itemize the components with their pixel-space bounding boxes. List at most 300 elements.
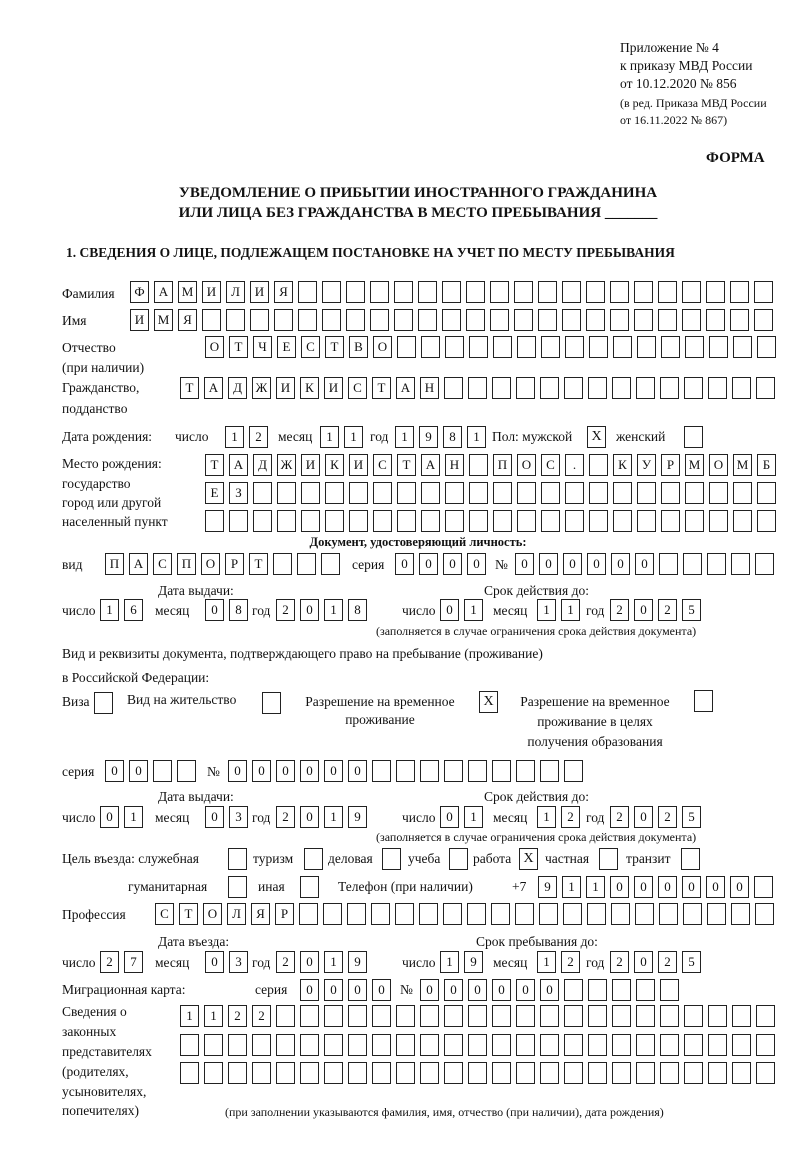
char-box[interactable]: Т <box>249 553 268 575</box>
id-number-field[interactable] <box>515 553 774 575</box>
char-box[interactable]: И <box>349 454 368 476</box>
char-box[interactable]: 0 <box>610 876 629 898</box>
char-box[interactable] <box>757 482 776 504</box>
char-box[interactable] <box>372 760 391 782</box>
char-box[interactable] <box>492 760 511 782</box>
char-box[interactable] <box>276 1034 295 1056</box>
char-box[interactable]: 1 <box>320 426 339 448</box>
char-box[interactable] <box>445 510 464 532</box>
char-box[interactable] <box>396 1005 415 1027</box>
char-box[interactable] <box>229 510 248 532</box>
char-box[interactable]: И <box>301 454 320 476</box>
char-box[interactable]: Ф <box>130 281 149 303</box>
char-box[interactable] <box>346 309 365 331</box>
char-box[interactable] <box>538 281 557 303</box>
char-box[interactable]: 1 <box>124 806 143 828</box>
char-box[interactable] <box>757 510 776 532</box>
char-box[interactable]: 2 <box>100 951 119 973</box>
char-box[interactable]: 1 <box>204 1005 223 1027</box>
char-box[interactable] <box>397 482 416 504</box>
char-box[interactable]: 1 <box>464 806 483 828</box>
char-box[interactable] <box>708 1062 727 1084</box>
char-box[interactable] <box>467 903 486 925</box>
char-box[interactable]: 0 <box>634 599 653 621</box>
char-box[interactable]: Т <box>205 454 224 476</box>
char-box[interactable] <box>636 979 655 1001</box>
stay-issue-year[interactable] <box>276 806 367 828</box>
citizenship-field[interactable] <box>180 377 775 399</box>
char-box[interactable] <box>325 482 344 504</box>
purpose-work-checkbox[interactable]: X <box>519 848 538 870</box>
char-box[interactable]: И <box>324 377 343 399</box>
char-box[interactable]: 2 <box>658 951 677 973</box>
char-box[interactable]: 0 <box>634 951 653 973</box>
name-field[interactable] <box>130 309 773 331</box>
char-box[interactable] <box>228 1062 247 1084</box>
char-box[interactable] <box>493 336 512 358</box>
char-box[interactable] <box>539 903 558 925</box>
char-box[interactable]: Л <box>227 903 246 925</box>
char-box[interactable] <box>444 1034 463 1056</box>
char-box[interactable] <box>684 377 703 399</box>
char-box[interactable] <box>731 903 750 925</box>
char-box[interactable] <box>589 510 608 532</box>
char-box[interactable]: А <box>229 454 248 476</box>
char-box[interactable] <box>637 336 656 358</box>
char-box[interactable] <box>445 336 464 358</box>
surname-field[interactable] <box>130 281 773 303</box>
char-box[interactable] <box>324 1005 343 1027</box>
id-valid-year[interactable] <box>610 599 701 621</box>
char-box[interactable]: 2 <box>658 806 677 828</box>
char-box[interactable]: 0 <box>419 553 438 575</box>
char-box[interactable] <box>612 1005 631 1027</box>
char-box[interactable]: 0 <box>324 979 343 1001</box>
char-box[interactable]: О <box>373 336 392 358</box>
char-box[interactable] <box>421 510 440 532</box>
char-box[interactable] <box>298 309 317 331</box>
char-box[interactable]: 0 <box>634 876 653 898</box>
char-box[interactable]: С <box>301 336 320 358</box>
char-box[interactable]: Я <box>251 903 270 925</box>
mc-series-field[interactable] <box>300 979 391 1001</box>
char-box[interactable] <box>515 903 534 925</box>
char-box[interactable] <box>683 903 702 925</box>
char-box[interactable] <box>636 377 655 399</box>
char-box[interactable] <box>493 482 512 504</box>
char-box[interactable] <box>418 281 437 303</box>
char-box[interactable] <box>637 510 656 532</box>
char-box[interactable]: Н <box>420 377 439 399</box>
char-box[interactable] <box>276 1062 295 1084</box>
char-box[interactable] <box>492 377 511 399</box>
char-box[interactable]: 0 <box>372 979 391 1001</box>
char-box[interactable] <box>469 336 488 358</box>
char-box[interactable]: 0 <box>539 553 558 575</box>
char-box[interactable] <box>297 553 316 575</box>
char-box[interactable] <box>490 281 509 303</box>
birth-month-field[interactable] <box>320 426 363 448</box>
char-box[interactable]: 2 <box>561 951 580 973</box>
sex-male-checkbox[interactable]: X <box>587 426 606 448</box>
char-box[interactable]: А <box>154 281 173 303</box>
char-box[interactable]: 1 <box>344 426 363 448</box>
char-box[interactable] <box>636 1034 655 1056</box>
char-box[interactable] <box>636 1005 655 1027</box>
char-box[interactable]: 2 <box>610 951 629 973</box>
char-box[interactable]: 0 <box>252 760 271 782</box>
char-box[interactable] <box>541 336 560 358</box>
char-box[interactable]: 1 <box>537 806 556 828</box>
char-box[interactable] <box>612 1062 631 1084</box>
char-box[interactable] <box>442 281 461 303</box>
stay-valid-month[interactable] <box>537 806 580 828</box>
char-box[interactable]: П <box>177 553 196 575</box>
char-box[interactable] <box>300 1062 319 1084</box>
char-box[interactable] <box>683 553 702 575</box>
char-box[interactable] <box>370 281 389 303</box>
char-box[interactable]: 1 <box>225 426 244 448</box>
char-box[interactable] <box>491 903 510 925</box>
patronymic-field[interactable] <box>205 336 776 358</box>
char-box[interactable]: М <box>685 454 704 476</box>
char-box[interactable]: 0 <box>635 553 654 575</box>
char-box[interactable]: 2 <box>228 1005 247 1027</box>
char-box[interactable] <box>611 903 630 925</box>
char-box[interactable] <box>514 309 533 331</box>
char-box[interactable] <box>754 281 773 303</box>
char-box[interactable] <box>660 1062 679 1084</box>
char-box[interactable] <box>733 510 752 532</box>
char-box[interactable]: М <box>178 281 197 303</box>
char-box[interactable] <box>589 454 608 476</box>
char-box[interactable] <box>634 309 653 331</box>
char-box[interactable] <box>685 510 704 532</box>
stay-series-field[interactable] <box>105 760 196 782</box>
id-valid-month[interactable] <box>537 599 580 621</box>
purpose-tourism-checkbox[interactable] <box>304 848 323 870</box>
char-box[interactable]: 1 <box>537 599 556 621</box>
char-box[interactable]: 1 <box>467 426 486 448</box>
stay-valid-day[interactable] <box>440 806 483 828</box>
char-box[interactable] <box>661 510 680 532</box>
char-box[interactable]: 2 <box>610 599 629 621</box>
profession-field[interactable] <box>155 903 774 925</box>
temp-edu-checkbox[interactable] <box>694 690 713 712</box>
char-box[interactable] <box>706 281 725 303</box>
char-box[interactable] <box>610 309 629 331</box>
char-box[interactable] <box>565 510 584 532</box>
char-box[interactable]: У <box>637 454 656 476</box>
char-box[interactable]: 0 <box>440 806 459 828</box>
char-box[interactable]: Д <box>253 454 272 476</box>
char-box[interactable] <box>709 510 728 532</box>
char-box[interactable] <box>708 1005 727 1027</box>
char-box[interactable] <box>732 1062 751 1084</box>
char-box[interactable] <box>346 281 365 303</box>
char-box[interactable] <box>516 1062 535 1084</box>
stay-until-month[interactable] <box>537 951 580 973</box>
char-box[interactable]: 9 <box>538 876 557 898</box>
char-box[interactable] <box>301 482 320 504</box>
char-box[interactable]: К <box>300 377 319 399</box>
char-box[interactable]: 5 <box>682 599 701 621</box>
char-box[interactable] <box>516 760 535 782</box>
char-box[interactable] <box>541 510 560 532</box>
char-box[interactable] <box>634 281 653 303</box>
char-box[interactable] <box>371 903 390 925</box>
char-box[interactable]: 1 <box>324 806 343 828</box>
char-box[interactable]: 0 <box>129 760 148 782</box>
char-box[interactable] <box>322 281 341 303</box>
char-box[interactable] <box>516 377 535 399</box>
char-box[interactable]: П <box>493 454 512 476</box>
char-box[interactable]: И <box>250 281 269 303</box>
char-box[interactable] <box>540 1062 559 1084</box>
char-box[interactable] <box>300 1034 319 1056</box>
char-box[interactable] <box>490 309 509 331</box>
char-box[interactable] <box>708 1034 727 1056</box>
char-box[interactable]: Р <box>275 903 294 925</box>
char-box[interactable]: С <box>541 454 560 476</box>
char-box[interactable] <box>348 1062 367 1084</box>
char-box[interactable] <box>420 1062 439 1084</box>
char-box[interactable] <box>274 309 293 331</box>
char-box[interactable]: Ж <box>252 377 271 399</box>
char-box[interactable]: О <box>205 336 224 358</box>
char-box[interactable]: 9 <box>464 951 483 973</box>
char-box[interactable] <box>443 903 462 925</box>
char-box[interactable] <box>466 281 485 303</box>
char-box[interactable]: 0 <box>300 806 319 828</box>
char-box[interactable]: 0 <box>324 760 343 782</box>
char-box[interactable] <box>421 336 440 358</box>
char-box[interactable] <box>637 482 656 504</box>
char-box[interactable]: 2 <box>658 599 677 621</box>
char-box[interactable]: 0 <box>516 979 535 1001</box>
char-box[interactable]: 0 <box>658 876 677 898</box>
char-box[interactable] <box>205 510 224 532</box>
birth-place-row-2[interactable] <box>205 482 776 504</box>
char-box[interactable]: 0 <box>682 876 701 898</box>
char-box[interactable] <box>516 1034 535 1056</box>
id-series-field[interactable] <box>395 553 486 575</box>
char-box[interactable]: И <box>130 309 149 331</box>
char-box[interactable] <box>707 553 726 575</box>
char-box[interactable]: 1 <box>464 599 483 621</box>
char-box[interactable] <box>397 336 416 358</box>
char-box[interactable]: 1 <box>324 599 343 621</box>
char-box[interactable] <box>709 482 728 504</box>
char-box[interactable]: П <box>105 553 124 575</box>
char-box[interactable] <box>421 482 440 504</box>
char-box[interactable]: 3 <box>229 951 248 973</box>
char-box[interactable] <box>420 1005 439 1027</box>
char-box[interactable] <box>180 1062 199 1084</box>
char-box[interactable] <box>708 377 727 399</box>
purpose-other-checkbox[interactable] <box>300 876 319 898</box>
char-box[interactable] <box>468 1034 487 1056</box>
stay-until-day[interactable] <box>440 951 483 973</box>
char-box[interactable] <box>757 336 776 358</box>
char-box[interactable] <box>372 1062 391 1084</box>
char-box[interactable] <box>732 377 751 399</box>
char-box[interactable]: Е <box>277 336 296 358</box>
char-box[interactable]: 0 <box>105 760 124 782</box>
char-box[interactable]: 0 <box>300 951 319 973</box>
char-box[interactable] <box>660 377 679 399</box>
char-box[interactable] <box>756 1034 775 1056</box>
char-box[interactable]: 2 <box>276 599 295 621</box>
char-box[interactable]: Я <box>178 309 197 331</box>
char-box[interactable]: 0 <box>468 979 487 1001</box>
char-box[interactable] <box>588 377 607 399</box>
char-box[interactable] <box>562 309 581 331</box>
char-box[interactable] <box>396 760 415 782</box>
char-box[interactable] <box>468 377 487 399</box>
char-box[interactable]: 5 <box>682 806 701 828</box>
char-box[interactable]: 5 <box>682 951 701 973</box>
char-box[interactable]: 0 <box>276 760 295 782</box>
char-box[interactable] <box>685 336 704 358</box>
char-box[interactable] <box>347 903 366 925</box>
char-box[interactable] <box>586 281 605 303</box>
entry-year[interactable] <box>276 951 367 973</box>
char-box[interactable]: К <box>325 454 344 476</box>
char-box[interactable] <box>613 482 632 504</box>
char-box[interactable] <box>276 1005 295 1027</box>
char-box[interactable]: С <box>373 454 392 476</box>
char-box[interactable] <box>348 1034 367 1056</box>
temp-res-checkbox[interactable]: X <box>479 691 498 713</box>
char-box[interactable]: 0 <box>228 760 247 782</box>
char-box[interactable] <box>373 510 392 532</box>
char-box[interactable] <box>516 1005 535 1027</box>
char-box[interactable]: 0 <box>611 553 630 575</box>
purpose-private-checkbox[interactable] <box>599 848 618 870</box>
char-box[interactable] <box>754 876 773 898</box>
char-box[interactable] <box>370 309 389 331</box>
char-box[interactable]: 9 <box>419 426 438 448</box>
char-box[interactable]: 8 <box>229 599 248 621</box>
char-box[interactable]: О <box>517 454 536 476</box>
char-box[interactable]: 1 <box>100 599 119 621</box>
char-box[interactable] <box>419 903 438 925</box>
char-box[interactable]: 7 <box>124 951 143 973</box>
char-box[interactable] <box>706 309 725 331</box>
char-box[interactable] <box>277 482 296 504</box>
char-box[interactable] <box>685 482 704 504</box>
char-box[interactable]: 0 <box>420 979 439 1001</box>
char-box[interactable]: 9 <box>348 806 367 828</box>
birth-day-field[interactable] <box>225 426 268 448</box>
char-box[interactable] <box>321 553 340 575</box>
char-box[interactable]: М <box>733 454 752 476</box>
char-box[interactable] <box>612 979 631 1001</box>
char-box[interactable] <box>348 1005 367 1027</box>
char-box[interactable] <box>324 1034 343 1056</box>
char-box[interactable]: Д <box>228 377 247 399</box>
char-box[interactable]: 0 <box>540 979 559 1001</box>
id-valid-day[interactable] <box>440 599 483 621</box>
residence-checkbox[interactable] <box>262 692 281 714</box>
char-box[interactable]: М <box>154 309 173 331</box>
char-box[interactable]: А <box>129 553 148 575</box>
visa-checkbox[interactable] <box>94 692 113 714</box>
char-box[interactable] <box>540 760 559 782</box>
char-box[interactable]: Т <box>397 454 416 476</box>
birth-place-row-1[interactable] <box>205 454 776 476</box>
char-box[interactable] <box>372 1005 391 1027</box>
char-box[interactable]: 0 <box>492 979 511 1001</box>
char-box[interactable]: Ч <box>253 336 272 358</box>
char-box[interactable] <box>660 1034 679 1056</box>
char-box[interactable]: 0 <box>730 876 749 898</box>
char-box[interactable]: А <box>396 377 415 399</box>
char-box[interactable] <box>469 454 488 476</box>
char-box[interactable]: 0 <box>300 599 319 621</box>
char-box[interactable]: Т <box>180 377 199 399</box>
char-box[interactable] <box>682 309 701 331</box>
char-box[interactable] <box>540 1034 559 1056</box>
purpose-transit-checkbox[interactable] <box>681 848 700 870</box>
char-box[interactable]: Т <box>372 377 391 399</box>
char-box[interactable] <box>612 377 631 399</box>
purpose-official-checkbox[interactable] <box>228 848 247 870</box>
char-box[interactable]: 0 <box>395 553 414 575</box>
char-box[interactable]: 0 <box>300 979 319 1001</box>
char-box[interactable] <box>540 1005 559 1027</box>
char-box[interactable] <box>397 510 416 532</box>
char-box[interactable] <box>349 510 368 532</box>
char-box[interactable]: 0 <box>467 553 486 575</box>
char-box[interactable]: Ж <box>277 454 296 476</box>
char-box[interactable]: 2 <box>561 806 580 828</box>
char-box[interactable] <box>588 1034 607 1056</box>
char-box[interactable] <box>325 510 344 532</box>
char-box[interactable]: С <box>348 377 367 399</box>
char-box[interactable] <box>394 281 413 303</box>
char-box[interactable] <box>323 903 342 925</box>
char-box[interactable] <box>322 309 341 331</box>
stay-issue-month[interactable] <box>205 806 248 828</box>
purpose-business-checkbox[interactable] <box>382 848 401 870</box>
char-box[interactable] <box>324 1062 343 1084</box>
char-box[interactable] <box>349 482 368 504</box>
char-box[interactable] <box>299 903 318 925</box>
char-box[interactable] <box>659 903 678 925</box>
char-box[interactable] <box>756 1005 775 1027</box>
char-box[interactable]: 8 <box>443 426 462 448</box>
char-box[interactable] <box>612 1034 631 1056</box>
char-box[interactable] <box>732 1034 751 1056</box>
char-box[interactable] <box>730 281 749 303</box>
char-box[interactable]: 0 <box>706 876 725 898</box>
char-box[interactable] <box>565 336 584 358</box>
id-issue-day[interactable] <box>100 599 143 621</box>
char-box[interactable] <box>204 1034 223 1056</box>
char-box[interactable]: 3 <box>229 806 248 828</box>
char-box[interactable] <box>514 281 533 303</box>
char-box[interactable]: 0 <box>563 553 582 575</box>
char-box[interactable]: 0 <box>348 979 367 1001</box>
char-box[interactable] <box>564 760 583 782</box>
char-box[interactable]: 2 <box>249 426 268 448</box>
char-box[interactable] <box>733 482 752 504</box>
char-box[interactable] <box>538 309 557 331</box>
char-box[interactable] <box>396 1034 415 1056</box>
char-box[interactable]: Т <box>229 336 248 358</box>
